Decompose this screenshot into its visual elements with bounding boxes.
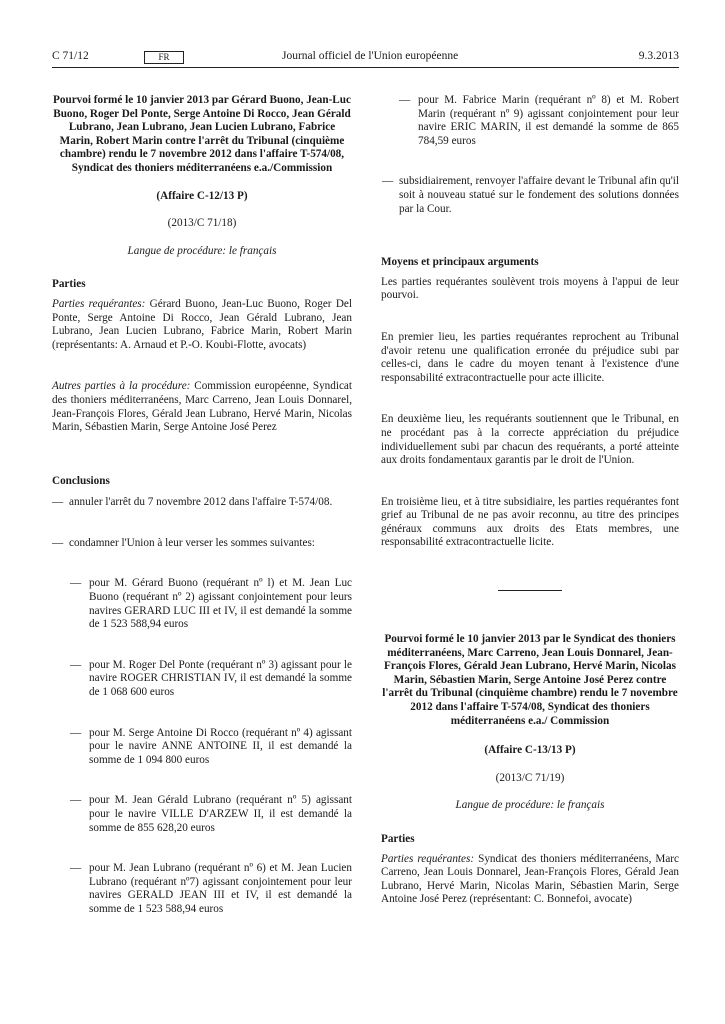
case1-applicants-text: Gérard Buono, Jean-Luc Buono, Roger Del Ponte, Serge Antoine Di Rocco, Jean Gérald Lubrano, Jean Lubrano, Jean Lucien Lubrano, Fabrice Marin, Robert Marin (représentants: A. Arnaud et P.-O. Koubi-Flotte, avocats) xyxy=(52,297,352,351)
conclusion-item: — annuler l'arrêt du 7 novembre 2012 dans l'affaire T-574/08. xyxy=(52,496,352,510)
case2-applicants-text: Syndicat des thoniers méditerranéens, Marc Carreno, Jean Louis Donnarel, Jean-François Flores, Gérald Jean Lubrano, Hervé Marin, Nicolas Marin, Sébastien Marin, Serge Antoine José Perez (représentant: C. Bonnefoi, avocate) xyxy=(381,852,679,906)
case2-title: Pourvoi formé le 10 janvier 2013 par le Syndicat des thoniers méditerranéens, Marc Carreno, Jean Louis Donnarel, Jean-François Flores, Gérald Jean Lubrano, Hervé Marin, Nicolas Marin, Sébastien Marin, Serge Antoine José Perez contre l'arrêt du Tribunal (cinquième chambre) rendu le 7 novembre 2012 dans l'affaire T-574/08, Syndicat des thoniers méditerranéens e.a./ Commission xyxy=(382,633,678,727)
case1-language: Langue de procédure: le français xyxy=(127,244,277,257)
journal-title: Journal officiel de l'Union européenne xyxy=(282,50,459,62)
moyens-paragraph: En troisième lieu, et à titre subsidiaire, les parties requérantes font grief au Tribunal de ne pas avoir reconnu, au titre des principes généraux communs aux droits des Etats membres, une responsabilité extracontractuelle licite. xyxy=(381,495,679,549)
case2-number: (Affaire C-13/13 P) xyxy=(484,744,576,757)
case2-parties-heading: Parties xyxy=(381,833,415,845)
case1-parties-heading: Parties xyxy=(52,278,86,291)
case1-applicants xyxy=(52,298,352,352)
page-header xyxy=(52,50,679,66)
moyens-paragraph: Les parties requérantes soulèvent trois moyens à l'appui de leur pourvoi. xyxy=(381,275,679,302)
left-column xyxy=(52,94,352,917)
case1-reference: (2013/C 71/18) xyxy=(167,217,237,230)
case2-reference: (2013/C 71/19) xyxy=(495,771,565,784)
case1-conclusions-heading: Conclusions xyxy=(52,474,110,487)
publication-date: 9.3.2013 xyxy=(638,50,679,62)
case1-moyens-heading: Moyens et principaux arguments xyxy=(381,256,539,269)
case2-applicants xyxy=(381,853,679,907)
sum-item: — pour M. Fabrice Marin (requérant nº 8) et M. Robert Marin (requérant nº 9) agissant conjointement pour leur navire ERIC MARIN, il est demandé la somme de 865 784,59 euros xyxy=(381,94,679,148)
sum-item: — pour M. Gérard Buono (requérant nº l) et M. Jean Luc Buono (requérant nº 2) agissant conjointement pour leurs navires GERARD LUC III et IV, il est demandé la somme de 1 523 588,94 euros xyxy=(52,577,352,631)
section-separator xyxy=(498,590,562,591)
conclusion-item: — condamner l'Union à leur verser les sommes suivantes: xyxy=(52,537,352,551)
right-column xyxy=(381,94,679,907)
subsidiary-conclusion: — subsidiairement, renvoyer l'affaire devant le Tribunal afin qu'il soit à nouveau statué sur le fondement des solutions données par la Cour. xyxy=(382,175,679,216)
header-rule xyxy=(52,67,679,68)
case1-applicants-label: Parties requérantes: xyxy=(52,297,146,310)
page-reference: C 71/12 xyxy=(52,50,89,62)
sum-item: — pour M. Jean Gérald Lubrano (requérant nº 5) agissant pour le navire VILLE D'ARZEW II, il est demandé la somme de 855 628,20 euros xyxy=(52,794,352,835)
case2-applicants-label: Parties requérantes: xyxy=(381,852,475,865)
moyens-paragraph: En premier lieu, les parties requérantes reprochent au Tribunal d'avoir retenu une qualification erronée du préjudice subi par celles-ci, dans le cadre du moyen tenant à l'existence d'une responsabilité extracontractuelle pour acte illicite. xyxy=(381,330,679,384)
case2-language: Langue de procédure: le français xyxy=(455,799,605,812)
case1-others-text: Commission européenne, Syndicat des thoniers méditerranéens, Marc Carreno, Jean Louis Donnarel, Jean-François Flores, Gérald Jean Lubrano, Hervé Marin, Nicolas Marin, Sébastien Marin, Serge Antoine José Perez xyxy=(52,380,352,434)
case1-others-label: Autres parties à la procédure: xyxy=(52,380,191,393)
case1-number: (Affaire C-12/13 P) xyxy=(156,189,248,202)
moyens-paragraph: En deuxième lieu, les requérants soutiennent que le Tribunal, en ne procédant pas à la correcte appréciation du préjudice individuellement subi par chacun des requérants, a porté atteinte aux droits fondamentaux garantis par le droit de l'Union. xyxy=(381,413,679,467)
sum-item: — pour M. Roger Del Ponte (requérant nº 3) agissant pour le navire ROGER CHRISTIAN IV, il est demandé la somme de 1 068 600 euros xyxy=(52,659,352,700)
case1-title: Pourvoi formé le 10 janvier 2013 par Gérard Buono, Jean-Luc Buono, Roger Del Ponte, Serge Antoine Di Rocco, Jean Gérald Lubrano, Jean Lubrano, Jean Lucien Lubrano, Fabrice Marin, Robert Marin contre l'arrêt du Tribunal (cinquième chambre) rendu le 7 novembre 2012 dans l'affaire T-574/08, Syndicat des thoniers méditerranéens e.a./Commission xyxy=(53,94,351,174)
case1-other-parties xyxy=(52,380,352,434)
sum-item: — pour M. Serge Antoine Di Rocco (requérant nº 4) agissant pour le navire ANNE ANTOINE II, il est demandé la somme de 1 094 800 euros xyxy=(52,727,352,768)
sum-item: — pour M. Jean Lubrano (requérant nº 6) et M. Jean Lucien Lubrano (requérant nº7) agissant conjointement pour leur navires GERALD JEAN III et IV, il est demandé la somme de 1 523 588,94 euros xyxy=(52,862,352,916)
language-badge: FR xyxy=(144,51,184,64)
